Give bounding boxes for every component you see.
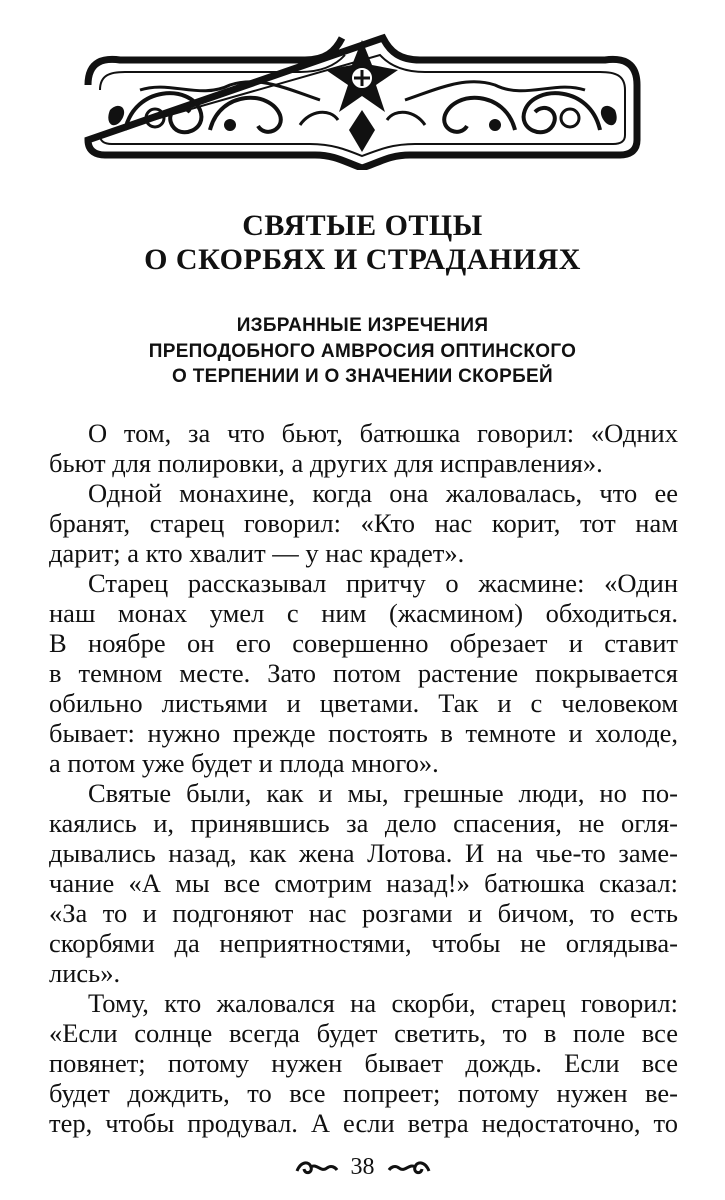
text-line: будет дождить, то все попреет; потому нужен ве- <box>49 1078 678 1108</box>
subtitle-line-1: ИЗБРАННЫЕ ИЗРЕЧЕНИЯ <box>236 315 489 336</box>
text-line: наш монах умел с ним (жасмином) обходиться. <box>49 598 678 628</box>
text-line: каялись и, принявшись за дело спасения, не огля- <box>49 808 678 838</box>
text-line: скорбями да неприятностями, чтобы не оглядыва- <box>49 928 678 958</box>
text-line: в темном месте. Зато потом растение покрывается <box>49 658 678 688</box>
text-line: чание «А мы все смотрим назад!» батюшка сказал: <box>49 868 678 898</box>
text-line: бранят, старец говорил: «Кто нас корит, тот нам <box>49 508 678 538</box>
subtitle-line-2: ПРЕПОДОБНОГО АМВРОСИЯ ОПТИНСКОГО <box>148 341 577 362</box>
page-number: 38 <box>350 1154 375 1180</box>
text-line: бывает: нужно прежде постоять в темноте и холоде, <box>49 718 678 748</box>
text-line: дывались назад, как жена Лотова. И на чье-то заме- <box>49 838 678 868</box>
text-line: Святые были, как и мы, грешные люди, но по- <box>88 778 678 808</box>
text-line: лись». <box>49 958 121 988</box>
left-flourish-icon <box>295 1159 339 1177</box>
text-line: Одной монахине, когда она жаловалась, что ее <box>88 478 678 508</box>
decorative-header-ornament <box>80 30 645 170</box>
text-line: а потом уже будет и плода много». <box>49 748 439 778</box>
page-title-line-2: О СКОРБЯХ И СТРАДАНИЯХ <box>144 243 581 276</box>
text-line: «За то и подгоняют нас розгами и бичом, то есть <box>49 898 678 928</box>
right-flourish-icon <box>387 1159 431 1177</box>
text-line: обильно листьями и цветами. Так и с человеком <box>49 688 678 718</box>
text-line: дарит; а кто хвалит — у нас крадет». <box>49 538 465 568</box>
text-line: О том, за что бьют, батюшка говорил: «Одних <box>88 418 678 448</box>
text-line: тер, чтобы продувал. А если ветра недостаточно, то <box>49 1108 678 1138</box>
text-line: Тому, кто жаловался на скорби, старец говорил: <box>88 988 678 1018</box>
page-title-line-1: СВЯТЫЕ ОТЦЫ <box>242 209 483 242</box>
page-footer <box>0 1152 725 1182</box>
text-line: Старец рассказывал притчу о жасмине: «Один <box>88 568 678 598</box>
text-line: бьют для полировки, а других для исправления». <box>49 448 603 478</box>
text-line: «Если солнце всегда будет светить, то в поле все <box>49 1018 678 1048</box>
subtitle-line-3: О ТЕРПЕНИИ И О ЗНАЧЕНИИ СКОРБЕЙ <box>172 366 553 387</box>
text-line: В ноябре он его совершенно обрезает и ставит <box>49 628 678 658</box>
text-line: повянет; потому нужен бывает дождь. Если все <box>49 1048 678 1078</box>
